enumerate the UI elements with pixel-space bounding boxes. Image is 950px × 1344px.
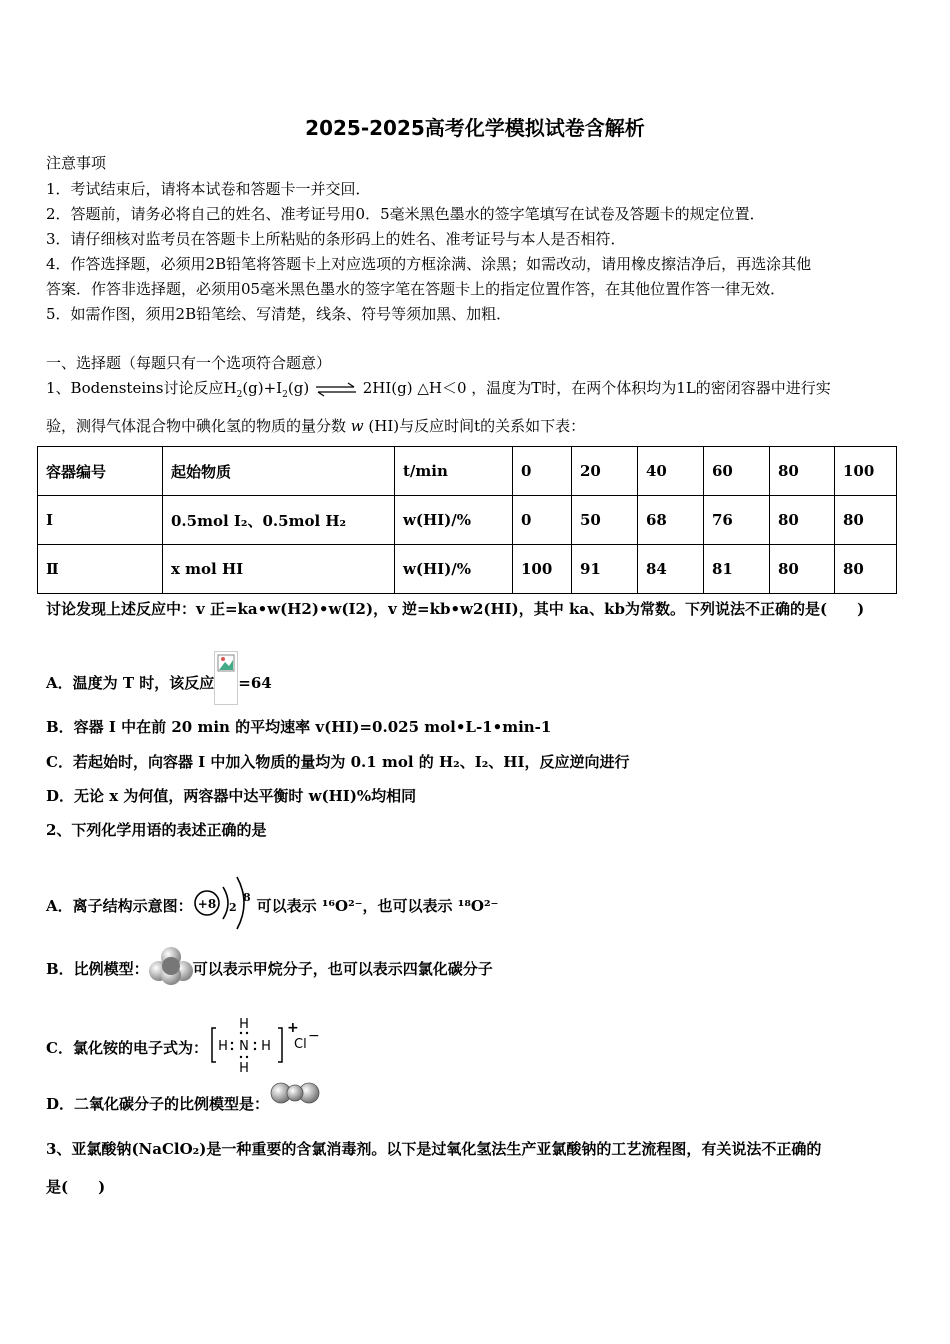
data-table — [37, 446, 897, 594]
q1-stem: 1、Bodensteins讨论反应$H_2(g)+I_2(g)$ 2HI(g) △H＜0 ，温度为T时，在两个体积均为1L的密闭容器中进行实 — [46, 379, 831, 400]
q1-option-a: A．温度为 T 时，该反应 =64 — [46, 657, 272, 711]
q3-stem: 3、亚氯酸钠(NaClO₂)是一种重要的含氯消毒剂。以下是过氧化氢法生产亚氯酸钠的工艺流程图，有关说法不正确的 — [46, 1140, 822, 1158]
nucleus-label: +8 — [197, 897, 216, 911]
ion-structure-diagram-icon — [193, 873, 257, 933]
section-heading: 一、选择题（每题只有一个选项符合题意） — [46, 354, 332, 372]
svg-text:H: H — [239, 1017, 249, 1032]
svg-text:H: H — [239, 1061, 249, 1076]
svg-text:+: + — [286, 1020, 299, 1036]
q2-option-a: A．离子结构示意图： +8 2 8 可以表示 ¹⁶O²⁻，也可以表示 ¹⁸O²⁻ — [46, 877, 498, 937]
notice-item: 5．如需作图，须用2B铅笔绘、写清楚，线条、符号等须加黑、加粗． — [46, 305, 512, 323]
svg-text:H: H — [218, 1039, 228, 1054]
notice-item: 答案．作答非选择题，必须用05毫米黑色墨水的签字笔在答题卡上的指定位置作答，在其他位置作答一律无效． — [46, 280, 786, 298]
equilibrium-arrow-icon — [314, 382, 358, 396]
notice-heading: 注意事项 — [46, 154, 107, 172]
q1-option-b: B．容器 I 中在前 20 min 的平均速率 v(HI)=0.025 mol•L-1•min-1 — [46, 718, 552, 736]
co2-model-icon — [269, 1080, 321, 1106]
q1-discussion: 讨论发现上述反应中：v 正=ka•w(H2)•w(I2)，v 逆=kb•w2(HI)，其中 ka、kb为常数。下列说法不正确的是( ) — [46, 600, 865, 618]
table-row: Ⅰ 0.5mol I₂、0.5mol H₂ w(HI)/% 0 50 68 76 80 80 — [38, 496, 897, 545]
q1-option-d: D．无论 x 为何值，两容器中达平衡时 w(HI)%均相同 — [46, 787, 417, 805]
methane-model-icon — [149, 945, 193, 987]
table-row: Ⅱ x mol HI w(HI)/% 100 91 84 81 80 80 — [38, 545, 897, 594]
svg-text:N: N — [239, 1039, 249, 1054]
svg-text:−: − — [307, 1028, 320, 1044]
q2-stem: 2、下列化学用语的表述正确的是 — [46, 821, 267, 839]
shell-1-label: 2 — [228, 901, 237, 914]
notice-item: 4．作答选择题，必须用2B铅笔将答题卡上对应选项的方框涂满、涂黑；如需改动，请用橡皮擦洁净后，再选涂其他 — [46, 255, 812, 273]
q1-stem-2: 验，测得气体混合物中碘化氢的物质的量分数 w (HI)与反应时间t的关系如下表： — [46, 417, 586, 435]
q3-stem-2: 是( ) — [46, 1178, 106, 1196]
broken-image-icon — [214, 651, 238, 705]
shell-2-label: 8 — [242, 891, 251, 904]
notice-item: 2．答题前，请务必将自己的姓名、准考证号用0．5毫米黑色墨水的签字笔填写在试卷及答题卡的规定位置． — [46, 205, 765, 223]
table-row: 容器编号 起始物质 t/min 0 20 40 60 80 100 — [38, 447, 897, 496]
notice-item: 3．请仔细核对监考员在答题卡上所粘贴的条形码上的姓名、准考证号与本人是否相符． — [46, 230, 626, 248]
page-title: 2025-2025高考化学模拟试卷含解析 — [305, 116, 645, 140]
ammonium-chloride-electron-formula-icon — [208, 1016, 318, 1074]
q2-option-b: B．比例模型： 可以表示甲烷分子，也可以表示四氯化碳分子 — [46, 949, 493, 991]
notice-item: 1．考试结束后，请将本试卷和答题卡一并交回． — [46, 180, 371, 198]
q2-option-c: C．氯化铵的电子式为： H H H H N + Cl − — [46, 1017, 320, 1076]
svg-text:H: H — [261, 1039, 271, 1054]
q1-option-c: C．若起始时，向容器 I 中加入物质的量均为 0.1 mol 的 H₂、I₂、HI，反应逆向进行 — [46, 753, 630, 771]
q2-option-d: D．二氧化碳分子的比例模型是： — [46, 1092, 321, 1118]
svg-text:Cl: Cl — [293, 1037, 307, 1052]
